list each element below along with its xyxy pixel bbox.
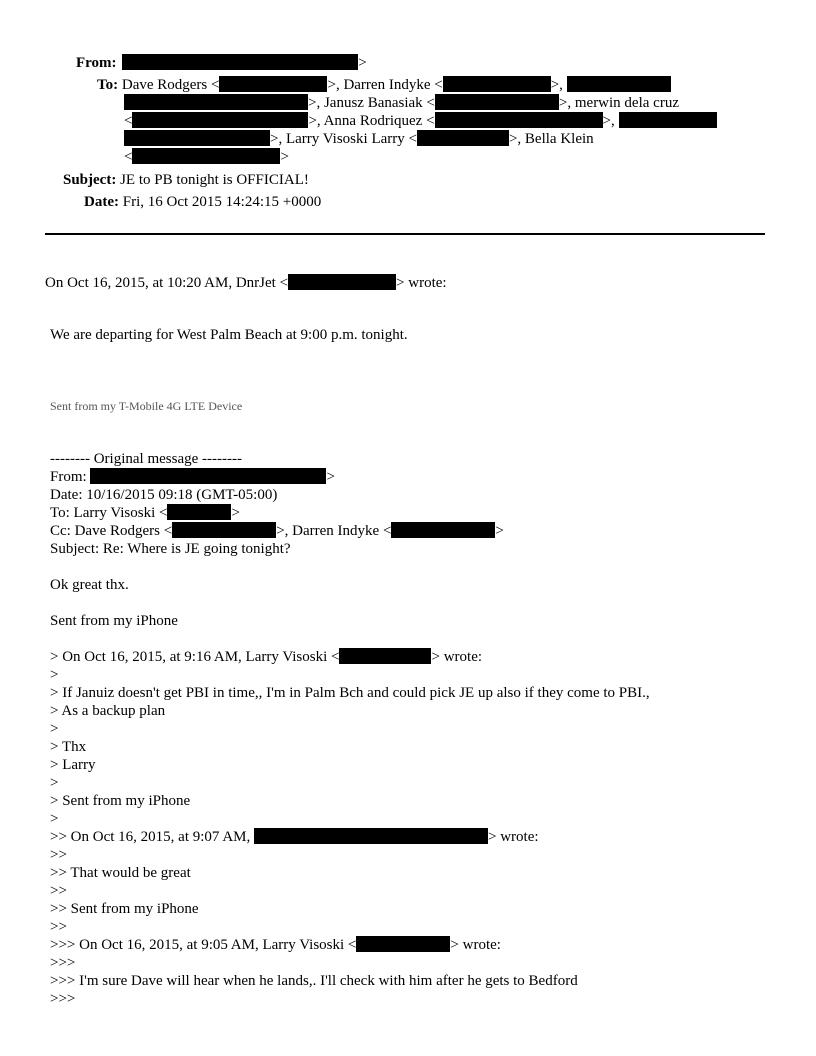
redaction xyxy=(391,522,495,538)
to-row-5 xyxy=(124,148,289,166)
departing-line: We are departing for West Palm Beach at 9:00 p.m. tonight. xyxy=(50,327,408,343)
to-text: < xyxy=(124,149,133,165)
subject-value: JE to PB tonight is OFFICIAL! xyxy=(120,172,309,188)
from-close: > xyxy=(358,55,367,71)
quote-line: > As a backup plan xyxy=(50,703,166,719)
quote3-line xyxy=(50,936,501,954)
redaction xyxy=(167,504,231,520)
redaction xyxy=(288,274,396,290)
redaction xyxy=(339,648,431,664)
quote-text: >> On Oct 16, 2015, at 9:07 AM, xyxy=(50,829,251,845)
redaction xyxy=(124,130,270,146)
redaction xyxy=(254,828,488,844)
quote-text: >>> On Oct 16, 2015, at 9:05 AM, Larry Visoski < xyxy=(50,937,357,953)
redaction xyxy=(132,112,308,128)
orig-to-text: > xyxy=(231,505,240,521)
orig-from-text: From: xyxy=(50,469,87,485)
to-text: > xyxy=(280,149,289,165)
to-text: >, xyxy=(550,77,563,93)
from-label: From: xyxy=(76,55,117,71)
quote-line: > xyxy=(50,811,59,827)
redaction xyxy=(435,94,559,110)
quote-text: > wrote: xyxy=(431,649,483,665)
header-divider xyxy=(45,233,765,235)
orig-cc-text: > xyxy=(495,523,504,539)
redaction xyxy=(443,76,551,92)
quote-text: > wrote: xyxy=(450,937,501,953)
redaction xyxy=(417,130,509,146)
quote-line: > xyxy=(50,667,59,683)
orig-header-line: -------- Original message -------- xyxy=(50,451,242,467)
orig-from-line xyxy=(50,468,335,486)
redaction xyxy=(90,468,326,484)
quote-text: > wrote: xyxy=(488,829,539,845)
orig-cc-line xyxy=(50,522,504,540)
redaction xyxy=(122,54,358,70)
quote-line: >>> I'm sure Dave will hear when he lands,. I'll check with him after he gets to Bedford xyxy=(50,973,578,989)
quote-line: >>> xyxy=(50,991,76,1007)
redaction xyxy=(172,522,276,538)
orig-subject-line: Subject: Re: Where is JE going tonight? xyxy=(50,541,291,557)
orig-cc-text: >, Darren Indyke < xyxy=(276,523,392,539)
quote-line: > Sent from my iPhone xyxy=(50,793,191,809)
to-text: >, Larry Visoski Larry < xyxy=(270,131,417,147)
to-row-2 xyxy=(124,94,679,112)
subject-row xyxy=(63,171,309,189)
to-text: >, Anna Rodriquez < xyxy=(308,113,435,129)
to-text: >, Bella Klein xyxy=(508,131,594,147)
quote-line: > Thx xyxy=(50,739,87,755)
quote1-line xyxy=(50,648,482,666)
date-row xyxy=(84,193,321,211)
to-label: To: xyxy=(97,77,119,93)
orig-to-line xyxy=(50,504,240,522)
redaction xyxy=(219,76,327,92)
redaction xyxy=(132,148,280,164)
subject-label: Subject: xyxy=(63,172,117,188)
quote-line: >> xyxy=(50,847,67,863)
quote-line: >>> xyxy=(50,955,76,971)
redaction xyxy=(435,112,603,128)
from-row xyxy=(76,54,367,72)
redaction xyxy=(567,76,671,92)
redaction xyxy=(356,936,450,952)
to-row-3 xyxy=(124,112,717,130)
orig-to-text: To: Larry Visoski < xyxy=(50,505,168,521)
sent-tmobile-line: Sent from my T-Mobile 4G LTE Device xyxy=(50,399,243,413)
to-text: >, Janusz Banasiak < xyxy=(308,95,435,111)
orig-from-text: > xyxy=(326,469,335,485)
sent-iphone-line: Sent from my iPhone xyxy=(50,613,178,629)
redaction xyxy=(619,112,717,128)
orig-date-line: Date: 10/16/2015 09:18 (GMT-05:00) xyxy=(50,487,278,503)
intro-line xyxy=(45,274,447,292)
orig-cc-text: Cc: Dave Rodgers < xyxy=(50,523,173,539)
quote-line: > If Januiz doesn't get PBI in time,, I'm in Palm Bch and could pick JE up also if they come to PBI., xyxy=(50,685,650,701)
to-text: >, xyxy=(602,113,615,129)
date-label: Date: xyxy=(84,194,119,210)
quote-line: >> xyxy=(50,919,67,935)
to-text: < xyxy=(124,113,133,129)
quote-line: >> Sent from my iPhone xyxy=(50,901,199,917)
date-value: Fri, 16 Oct 2015 14:24:15 +0000 xyxy=(122,194,322,210)
quote-text: > On Oct 16, 2015, at 9:16 AM, Larry Visoski < xyxy=(50,649,340,665)
to-row-4 xyxy=(124,130,594,148)
ok-line: Ok great thx. xyxy=(50,577,129,593)
quote-line: > xyxy=(50,721,59,737)
redaction xyxy=(124,94,308,110)
to-text: >, Darren Indyke < xyxy=(327,77,443,93)
intro-text: > wrote: xyxy=(396,275,447,291)
quote-line: > Larry xyxy=(50,757,96,773)
to-text: >, merwin dela cruz xyxy=(558,95,679,111)
to-text: Dave Rodgers < xyxy=(121,77,220,93)
quote-line: >> xyxy=(50,883,67,899)
to-row-1 xyxy=(97,76,671,94)
quote-line: >> That would be great xyxy=(50,865,191,881)
intro-text: On Oct 16, 2015, at 10:20 AM, DnrJet < xyxy=(45,275,289,291)
quote2-line xyxy=(50,828,539,846)
quote-line: > xyxy=(50,775,59,791)
